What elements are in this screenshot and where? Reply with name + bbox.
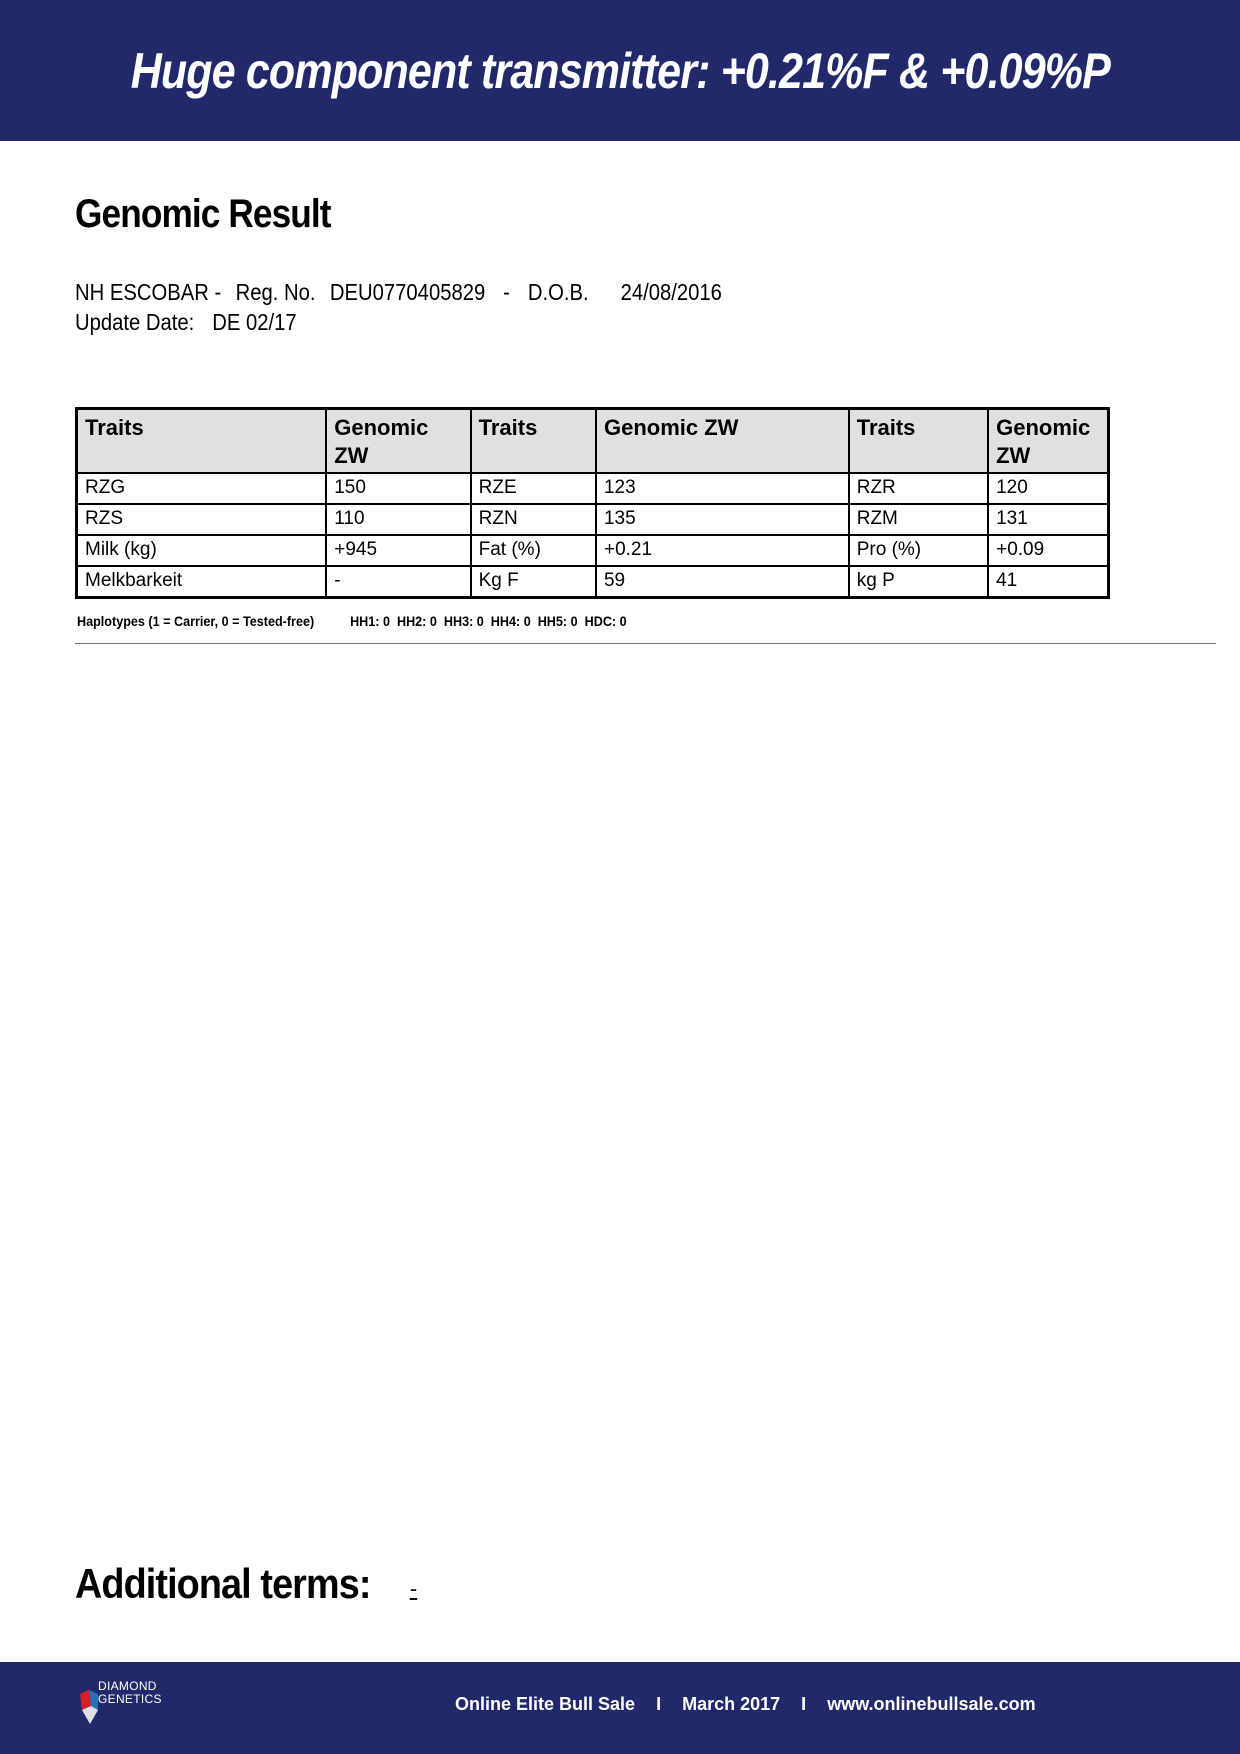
genomic-results-table bbox=[75, 407, 1110, 599]
logo-line-1: DIAMOND bbox=[98, 1679, 157, 1693]
table-cell: Fat (%) bbox=[471, 535, 596, 566]
logo-line-2: GENETICS bbox=[98, 1692, 162, 1706]
table-cell: RZM bbox=[849, 504, 988, 535]
table-cell: 135 bbox=[596, 504, 849, 535]
haplotypes-values: HH1: 0 HH2: 0 HH3: 0 HH4: 0 HH5: 0 HDC: 0 bbox=[350, 613, 627, 629]
footer-info bbox=[455, 1694, 1036, 1715]
table-cell: Melkbarkeit bbox=[77, 566, 327, 597]
table-cell: 59 bbox=[596, 566, 849, 597]
update-label: Update Date: bbox=[75, 309, 195, 335]
update-value: DE 02/17 bbox=[212, 309, 297, 335]
dob-label: D.O.B. bbox=[527, 279, 589, 305]
column-header: Genomic ZW bbox=[988, 409, 1108, 474]
table-cell: RZR bbox=[849, 473, 988, 504]
table-cell: 41 bbox=[988, 566, 1108, 597]
bull-info-line bbox=[75, 279, 722, 306]
table-row bbox=[77, 504, 1109, 535]
header-band bbox=[0, 0, 1240, 141]
divider-line bbox=[75, 643, 1216, 644]
table-cell: RZG bbox=[77, 473, 327, 504]
footer-separator: I bbox=[801, 1694, 807, 1714]
footer-band bbox=[0, 1662, 1240, 1754]
diamond-genetics-logo bbox=[80, 1680, 170, 1735]
info-separator: - bbox=[503, 279, 510, 305]
table-cell: +0.21 bbox=[596, 535, 849, 566]
footer-date: March 2017 bbox=[682, 1694, 781, 1714]
section-title: Genomic Result bbox=[75, 192, 331, 236]
column-header: Genomic ZW bbox=[326, 409, 470, 474]
table-cell: RZS bbox=[77, 504, 327, 535]
table-header-row bbox=[77, 409, 1109, 474]
table-cell: 131 bbox=[988, 504, 1108, 535]
footer-separator: I bbox=[656, 1694, 662, 1714]
table-cell: RZN bbox=[471, 504, 596, 535]
table-cell: 120 bbox=[988, 473, 1108, 504]
table-cell: +0.09 bbox=[988, 535, 1108, 566]
table-row bbox=[77, 535, 1109, 566]
table-cell: 150 bbox=[326, 473, 470, 504]
column-header: Traits bbox=[77, 409, 327, 474]
reg-label: Reg. No. bbox=[235, 279, 316, 305]
dob-value: 24/08/2016 bbox=[620, 279, 722, 305]
haplotypes-line bbox=[77, 613, 627, 629]
table-cell: 123 bbox=[596, 473, 849, 504]
column-header: Genomic ZW bbox=[596, 409, 849, 474]
footer-website-link[interactable]: www.onlinebullsale.com bbox=[827, 1694, 1036, 1714]
column-header: Traits bbox=[471, 409, 596, 474]
table-cell: Kg F bbox=[471, 566, 596, 597]
bull-name: NH ESCOBAR - bbox=[75, 279, 222, 305]
table-cell: +945 bbox=[326, 535, 470, 566]
table-cell: Milk (kg) bbox=[77, 535, 327, 566]
table-cell: Pro (%) bbox=[849, 535, 988, 566]
additional-terms bbox=[75, 1560, 417, 1608]
footer-event: Online Elite Bull Sale bbox=[455, 1694, 636, 1714]
table-cell: RZE bbox=[471, 473, 596, 504]
table-row bbox=[77, 473, 1109, 504]
table-cell: - bbox=[326, 566, 470, 597]
additional-terms-label: Additional terms: bbox=[75, 1560, 371, 1607]
reg-number: DEU0770405829 bbox=[329, 279, 486, 305]
logo-wordmark bbox=[98, 1680, 162, 1706]
table-row bbox=[77, 566, 1109, 597]
update-info-line bbox=[75, 309, 297, 336]
table-cell: 110 bbox=[326, 504, 470, 535]
additional-terms-value: - bbox=[409, 1576, 418, 1601]
header-title: Huge component transmitter: +0.21%F & +0.09%P bbox=[130, 42, 1110, 99]
column-header: Traits bbox=[849, 409, 988, 474]
haplotypes-label: Haplotypes (1 = Carrier, 0 = Tested-free) bbox=[77, 613, 315, 629]
table-cell: kg P bbox=[849, 566, 988, 597]
diamond-logo-icon bbox=[80, 1690, 100, 1724]
